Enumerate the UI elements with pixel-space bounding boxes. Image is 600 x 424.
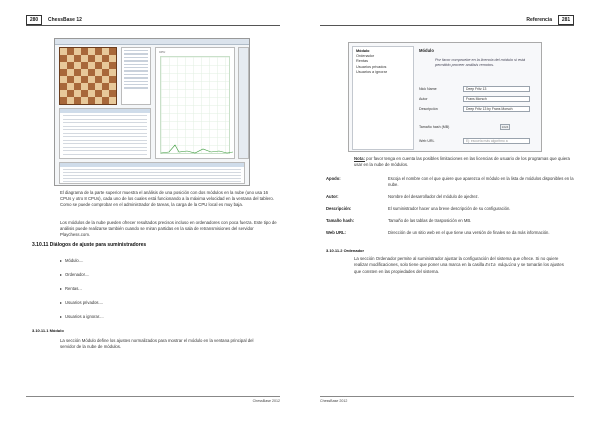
board-square <box>109 69 116 76</box>
board-square <box>60 55 67 62</box>
cpu-label: CPU <box>159 50 166 54</box>
dialog-title: Módulo <box>419 48 434 53</box>
board-square <box>60 48 67 55</box>
nav-item-modulo[interactable]: Módulo <box>356 49 370 53</box>
def-tamano-hash: Tamaño de las tablas de trasposición en MB. <box>388 218 472 223</box>
board-square <box>88 76 95 83</box>
nav-item-usuarios-ignorar[interactable]: Usuarios a ignorar <box>356 69 388 74</box>
section-heading: 3.10.11 Diálogos de ajuste para suministradores <box>32 242 147 248</box>
hash-size-stepper[interactable]: 1024 <box>501 125 509 129</box>
dialog-license-note: Por favor compruebe en la licencia del módulo si está permitido proveer análisis remotos. <box>435 58 526 67</box>
web-url-input[interactable]: Ej: escuela más algoritmo a <box>463 138 530 144</box>
board-square <box>60 97 67 104</box>
module-settings-dialog <box>348 42 542 152</box>
board-square <box>81 97 88 104</box>
board-square <box>102 83 109 90</box>
board-square <box>109 90 116 97</box>
board-square <box>88 62 95 69</box>
board-square <box>74 76 81 83</box>
nick-name-input[interactable]: Deep Fritz 13 <box>463 86 530 92</box>
board-square <box>74 69 81 76</box>
board-square <box>74 97 81 104</box>
subsection-mono: Esta máquina <box>485 263 517 268</box>
board-square <box>81 55 88 62</box>
board-square <box>102 62 109 69</box>
board-square <box>81 69 88 76</box>
board-square <box>60 90 67 97</box>
board-square <box>88 55 95 62</box>
bullet-modulo: ▸ Módulo.... <box>60 258 83 263</box>
field-row-hash <box>419 124 534 130</box>
board-square <box>81 48 88 55</box>
field-label: Descripción <box>419 106 438 111</box>
board-square <box>88 97 95 104</box>
board-square <box>67 90 74 97</box>
board-square <box>95 90 102 97</box>
board-square <box>60 76 67 83</box>
board-square <box>88 69 95 76</box>
term-autor: Autor: <box>326 194 339 199</box>
board-square <box>95 62 102 69</box>
board-square <box>109 76 116 83</box>
term-descripcion: Descripción: <box>326 206 352 211</box>
def-autor: Nombre del desarrollador del módulo de ajedrez. <box>388 194 479 199</box>
page-number: 281 <box>558 15 574 25</box>
page-footer: ChessBase 2012 <box>320 396 574 406</box>
field-label: Autor <box>419 96 428 101</box>
board-square <box>74 55 81 62</box>
board-square <box>60 62 67 69</box>
bullet-ordenador: ▸ Ordenador.... <box>60 272 89 277</box>
page-footer: ChessBase 2012 <box>26 396 280 406</box>
board-square <box>67 83 74 90</box>
body-paragraph-1: El diagrama de la parte superior muestra el análisis de una posición con dos módulos en la nube (uno usa 16 CPUs y otro 8 CPUs), cada uno de los cuales está funcionando a la máxima velocidad en la ventana del tablero. Como se puede comprobar en el administrador de tareas, la carga de la CPU local es muy baja. <box>60 190 275 207</box>
bullet-rentas: ▸ Rentas... <box>60 286 82 291</box>
board-square <box>67 55 74 62</box>
nav-item-ordenador[interactable]: Ordenador <box>356 54 375 59</box>
term-web-url: Web URL: <box>326 230 346 235</box>
board-square <box>81 83 88 90</box>
board-square <box>88 83 95 90</box>
term-tamano-hash: Tamaño hash: <box>326 218 355 223</box>
move-list <box>121 47 151 105</box>
board-square <box>102 97 109 104</box>
board-square <box>102 76 109 83</box>
board-square <box>67 48 74 55</box>
board-square <box>95 83 102 90</box>
subsection-heading: 3.10.11.1 Módulo <box>32 328 64 333</box>
board-square <box>81 62 88 69</box>
board-square <box>67 97 74 104</box>
board-square <box>95 76 102 83</box>
analysis-pane <box>59 108 151 159</box>
board-square <box>67 69 74 76</box>
chess-board <box>59 47 117 105</box>
board-square <box>74 48 81 55</box>
autor-input[interactable]: Frans Morsch <box>463 96 530 102</box>
page-number: 280 <box>26 15 42 25</box>
nav-item-rentas[interactable]: Rentas <box>356 59 369 64</box>
bullet-usuarios-privados: ▸ Usuarios privados.... <box>60 300 103 305</box>
body-paragraph-2: Los módulos de la nube pueden ofrecer resultados precisos incluso en ordenadores con poca fuerza. Este tipo de análisis puede realizarse también cuando se miran partidas en la sala de retransmisiones del servidor Playchess.com. <box>60 220 277 237</box>
descripcion-input[interactable]: Deep Fritz 13 by Frans Morsch <box>463 106 530 112</box>
note-label: Nota: <box>354 156 365 161</box>
side-panel <box>238 47 249 159</box>
note-text: por favor tenga en cuenta las posibles limitaciones en las licencias de usuario de los programas que quiera usar en la nube de módulos. <box>354 156 570 167</box>
subsection-paragraph: La sección Módulo define los ajustes normalizados para mostrar el módulo en la ventana principal del servidor de la nube de módulos. <box>60 338 254 349</box>
board-square <box>88 90 95 97</box>
def-web-url: Dirección de un sitio web en el que tiene una versión de finales se da más información. <box>388 230 550 235</box>
bullet-usuarios-ignorar: ▸ Usuarios a ignorar.... <box>60 314 104 319</box>
board-square <box>102 69 109 76</box>
field-label: Web URL <box>419 138 435 143</box>
subsection-heading: 3.10.11.2 Ordenador <box>326 248 365 253</box>
field-row-autor <box>419 96 534 102</box>
board-square <box>60 83 67 90</box>
board-square <box>67 76 74 83</box>
def-descripcion: El suministrador hacer una breve descripción de su configuración. <box>388 206 511 211</box>
cpu-graph <box>160 56 230 154</box>
board-square <box>81 90 88 97</box>
board-square <box>102 90 109 97</box>
board-square <box>74 62 81 69</box>
note-paragraph <box>354 156 572 168</box>
board-square <box>109 83 116 90</box>
board-square <box>95 97 102 104</box>
engine-pane <box>59 162 245 184</box>
page-header <box>320 16 574 26</box>
subsection-text-2: y se tomarán los ajustes que consten en las propiedades del sistema. <box>354 262 564 274</box>
field-row-descripcion <box>419 106 534 112</box>
board-square <box>109 97 116 104</box>
board-square <box>95 48 102 55</box>
def-apodo: Escoja el nombre con el que quiere que aparezca el módulo en la lista de módulos disponibles en la nube. <box>388 176 574 187</box>
dialog-nav <box>352 46 414 150</box>
subsection-text-1: La sección Ordenador permite al suministrador ajustar la configuración del sistema que ofrece. Si no quiere realizar modificaciones, solo tiene que poner una marca en la casilla <box>354 256 559 267</box>
screenshot-menubar <box>55 39 249 45</box>
board-square <box>60 69 67 76</box>
field-row-web-url <box>419 138 534 144</box>
header-title: ChessBase 12 <box>48 17 82 23</box>
board-square <box>109 62 116 69</box>
board-square <box>67 62 74 69</box>
board-square <box>74 90 81 97</box>
cpu-monitor <box>155 47 235 159</box>
page-header <box>26 16 280 26</box>
field-label: Tamaño hash (MB) <box>419 124 450 129</box>
board-square <box>81 76 88 83</box>
board-square <box>74 83 81 90</box>
dialog-main <box>417 46 538 148</box>
left-page <box>26 16 280 408</box>
right-page <box>320 16 574 408</box>
board-square <box>88 48 95 55</box>
field-label: Nick Name <box>419 86 437 91</box>
chessbase-screenshot <box>54 38 250 186</box>
board-square <box>109 55 116 62</box>
term-apodo: Apodo: <box>326 176 341 181</box>
board-square <box>102 55 109 62</box>
board-square <box>102 48 109 55</box>
field-row-nick-name <box>419 86 534 92</box>
nav-item-usuarios-privados[interactable]: Usuarios privados <box>356 64 387 69</box>
board-square <box>95 55 102 62</box>
subsection-paragraph <box>354 256 572 275</box>
board-square <box>109 48 116 55</box>
board-square <box>95 69 102 76</box>
header-title: Referencia <box>526 17 552 23</box>
